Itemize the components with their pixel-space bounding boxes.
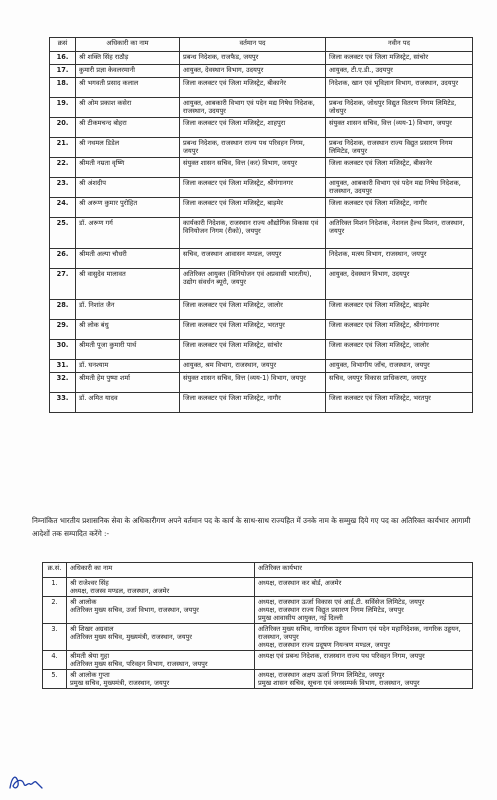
header-serial-2: क्र.सं. [43, 563, 67, 578]
current-post-cell: जिला कलक्टर एवं जिला मजिस्ट्रेट, श्रीगंगानगर [180, 178, 326, 198]
officer-name-cell: श्री लोक बंधु [76, 320, 180, 340]
current-post-cell: संयुक्त शासन सचिव, वित्त (कर) विभाग, जयपुर [180, 158, 326, 178]
serial-cell: 32. [50, 373, 76, 393]
officer-name: श्री शिखर अग्रवाल [70, 625, 114, 633]
additional-charge-cell [255, 670, 473, 689]
header-serial: क्रसं [50, 38, 76, 52]
table-row [50, 198, 473, 218]
serial-cell: 22. [50, 158, 76, 178]
officer-name-cell: श्री शक्ति सिंह राठौड़ [76, 52, 180, 65]
new-post-cell: आयुक्त, देवस्थान विभाग, उदयपुर [326, 269, 473, 300]
new-post-cell: प्रबन्ध निदेशक, जोधपुर विद्युत वितरण निगम लिमिटेड, जोधपुर [326, 98, 473, 118]
additional-charge-item: अध्यक्ष एवं प्रबन्ध निदेशक, राजस्थान राज्य पथ परिवहन निगम, जयपुर [258, 652, 425, 660]
table-row [50, 118, 473, 138]
officer-cell [67, 597, 255, 624]
officer-name: श्रीमती श्रेया गुहा [70, 652, 110, 660]
table-row [50, 158, 473, 178]
officer-name-cell: श्री ओम प्रकाश कसेरा [76, 98, 180, 118]
serial-cell: 18. [50, 78, 76, 98]
new-post-cell: जिला कलक्टर एवं जिला मजिस्ट्रेट, बीकानेर [326, 158, 473, 178]
current-post-cell: जिला कलक्टर एवं जिला मजिस्ट्रेट, शाहपुरा [180, 118, 326, 138]
officer-designation: अतिरिक्त मुख्य सचिव, परिवहन विभाग, राजस्थान, जयपुर [70, 660, 208, 668]
new-post-cell: जिला कलक्टर एवं जिला मजिस्ट्रेट, सांचोर [326, 52, 473, 65]
additional-charge-item: प्रमुख आवासीय आयुक्त, नई दिल्ली [258, 614, 343, 622]
officer-name-cell: श्री भगवती प्रसाद कलाल [76, 78, 180, 98]
officer-name-cell: श्री अरूण कुमार पुरोहित [76, 198, 180, 218]
officer-designation: अतिरिक्त मुख्य सचिव, उर्जा विभाग, राजस्थान, जयपुर [70, 606, 199, 614]
new-post-cell: आयुक्त, विभागीय जाँच, राजस्थान, जयपुर [326, 360, 473, 373]
table-row [50, 373, 473, 393]
table-row [50, 178, 473, 198]
table-row [43, 597, 473, 624]
additional-charge-item: प्रमुख शासन सचिव, सूचना एवं जनसम्पर्क विभाग, राजस्थान, जयपुर [258, 679, 420, 687]
new-post-cell: जिला कलक्टर एवं जिला मजिस्ट्रेट, जालोर [326, 340, 473, 360]
table-row [43, 651, 473, 670]
new-post-cell: निदेशक, मत्स्य विभाग, राजस्थान, जयपुर [326, 249, 473, 269]
new-post-cell: जिला कलक्टर एवं जिला मजिस्ट्रेट, नागौर [326, 198, 473, 218]
officer-cell [67, 624, 255, 651]
current-post-cell: आयुक्त, श्रम विभाग, राजस्थान, जयपुर [180, 360, 326, 373]
serial-cell: 20. [50, 118, 76, 138]
officer-designation: अतिरिक्त मुख्य सचिव, मुख्यमंत्री, राजस्थान, जयपुर [70, 633, 192, 641]
transfer-table [49, 37, 473, 413]
serial-cell: 17. [50, 65, 76, 78]
new-post-cell: प्रबन्ध निदेशक, राजस्थान राज्य विद्युत प्रसारण निगम लिमिटेड, जयपुर [326, 138, 473, 158]
serial-cell: 3. [43, 624, 67, 651]
officer-designation: प्रमुख सचिव, मुख्यमंत्री, राजस्थान, जयपुर [70, 679, 170, 687]
serial-cell: 28. [50, 300, 76, 320]
serial-cell: 4. [43, 651, 67, 670]
current-post-cell: कार्यकारी निदेशक, राजस्थान राज्य औद्योगिक विकास एवं विनियोजन निगम (रीको), जयपुर [180, 218, 326, 249]
officer-name-cell: श्रीमती हेम पुष्पा शर्मा [76, 373, 180, 393]
current-post-cell: जिला कलक्टर एवं जिला मजिस्ट्रेट, जालोर [180, 300, 326, 320]
serial-cell: 24. [50, 198, 76, 218]
current-post-cell: जिला कलक्टर एवं जिला मजिस्ट्रेट, सांचोर [180, 340, 326, 360]
officer-cell [67, 651, 255, 670]
new-post-cell: जिला कलक्टर एवं जिला मजिस्ट्रेट, भरतपुर [326, 393, 473, 413]
officer-name-cell: डॉ. निशांत जैन [76, 300, 180, 320]
officer-name-cell: श्री टीकमचन्द बोहरा [76, 118, 180, 138]
table-row [50, 320, 473, 340]
additional-charge-cell [255, 578, 473, 597]
new-post-cell: आयुक्त, आबकारी विभाग एवं पदेन मद्य निषेध निदेशक, राजस्थान, उदयपुर [326, 178, 473, 198]
serial-cell: 25. [50, 218, 76, 249]
new-post-cell: सचिव, जयपुर विकास प्राधिकरण, जयपुर [326, 373, 473, 393]
officer-name-cell: डॉ. अमित यादव [76, 393, 180, 413]
officer-cell [67, 578, 255, 597]
table-row [50, 138, 473, 158]
header-officer-name: अधिकारी का नाम [76, 38, 180, 52]
additional-charge-item: अध्यक्ष, राजस्थान अक्षय ऊर्जा निगम लिमिटेड, जयपुर [258, 671, 385, 679]
serial-cell: 2. [43, 597, 67, 624]
header-officer-name-2: अधिकारी का नाम [67, 563, 255, 578]
officer-name-cell: डॉ. अरूण गर्ग [76, 218, 180, 249]
table-row [43, 670, 473, 689]
current-post-cell: संयुक्त शासन सचिव, वित्त (व्यय-1) विभाग, जयपुर [180, 373, 326, 393]
table-row [50, 300, 473, 320]
additional-charge-item: अध्यक्ष, राजस्थान ऊर्जा विकास एवं आई.टी. सर्विसेज लिमिटेड, जयपुर [258, 598, 425, 606]
table-row [50, 218, 473, 249]
table-row [50, 52, 473, 65]
officer-name-cell: श्री अंशदीप [76, 178, 180, 198]
current-post-cell: जिला कलक्टर एवं जिला मजिस्ट्रेट, बाड़मेर [180, 198, 326, 218]
officer-name: श्री आलोक [70, 598, 97, 606]
additional-charge-cell [255, 597, 473, 624]
header-additional-charge: अतिरिक्त कार्यभार [255, 563, 473, 578]
serial-cell: 31. [50, 360, 76, 373]
new-post-cell: संयुक्त शासन सचिव, वित्त (व्यय-1) विभाग, जयपुर [326, 118, 473, 138]
new-post-cell: जिला कलक्टर एवं जिला मजिस्ट्रेट, श्रीगंगानगर [326, 320, 473, 340]
current-post-cell: सचिव, राजस्थान आवासन मण्डल, जयपुर [180, 249, 326, 269]
serial-cell: 26. [50, 249, 76, 269]
officer-designation: अध्यक्ष, राजस्व मण्डल, राजस्थान, अजमेर [70, 587, 170, 595]
officer-name: श्री राजेश्वर सिंह [70, 579, 109, 587]
serial-cell: 19. [50, 98, 76, 118]
officer-name-cell: कुमारी प्रज्ञा केवलरमानी [76, 65, 180, 78]
additional-charge-item: अध्यक्ष, राजस्थान कर बोर्ड, अजमेर [258, 579, 342, 587]
current-post-cell: आयुक्त, देवस्थान विभाग, उदयपुर [180, 65, 326, 78]
new-post-cell: निदेशक, खान एवं भूविज्ञान विभाग, राजस्थान, उदयपुर [326, 78, 473, 98]
table-row [50, 340, 473, 360]
signature-mark [6, 770, 46, 794]
new-post-cell: जिला कलक्टर एवं जिला मजिस्ट्रेट, बाड़मेर [326, 300, 473, 320]
additional-charge-cell [255, 624, 473, 651]
additional-charge-item: अध्यक्ष, राजस्थान राज्य प्रदूषण नियन्त्रण मण्डल, जयपुर [258, 641, 390, 649]
table-row [50, 249, 473, 269]
serial-cell: 27. [50, 269, 76, 300]
officer-name-cell: श्रीमती अल्पा चौधरी [76, 249, 180, 269]
additional-charge-cell [255, 651, 473, 670]
serial-cell: 16. [50, 52, 76, 65]
serial-cell: 33. [50, 393, 76, 413]
table-row [50, 78, 473, 98]
serial-cell: 5. [43, 670, 67, 689]
officer-name-cell: डॉ. घनश्याम [76, 360, 180, 373]
additional-charge-item: अध्यक्ष, राजस्थान राज्य विद्युत प्रसारण निगम लिमिटेड, जयपुर [258, 606, 404, 614]
current-post-cell: जिला कलक्टर एवं जिला मजिस्ट्रेट, बीकानेर [180, 78, 326, 98]
serial-cell: 29. [50, 320, 76, 340]
new-post-cell: आयुक्त, टी.ए.डी., उदयपुर [326, 65, 473, 78]
new-post-cell: अतिरिक्त मिशन निदेशक, नेशनल हैल्थ मिशन, राजस्थान, जयपुर [326, 218, 473, 249]
table-row [43, 578, 473, 597]
header-current-post: वर्तमान पद [180, 38, 326, 52]
officer-name-cell: श्रीमती नम्रता वृष्णि [76, 158, 180, 178]
table-row [50, 393, 473, 413]
table-row [43, 624, 473, 651]
officer-name-cell: श्री वासुदेव मालावत [76, 269, 180, 300]
current-post-cell: अतिरिक्त आयुक्त (विनियोजन एवं अप्रवासी भारतीय), उद्योग संवर्धन ब्यूरो, जयपुर [180, 269, 326, 300]
table-row [50, 269, 473, 300]
current-post-cell: जिला कलक्टर एवं जिला मजिस्ट्रेट, नागौर [180, 393, 326, 413]
table-row [50, 98, 473, 118]
current-post-cell: प्रबन्ध निदेशक, राजस्थान राज्य पथ परिवहन निगम, जयपुर [180, 138, 326, 158]
serial-cell: 30. [50, 340, 76, 360]
current-post-cell: आयुक्त, आबकारी विभाग एवं पदेन मद्य निषेध निदेशक, राजस्थान, उदयपुर [180, 98, 326, 118]
additional-charge-item: अतिरिक्त मुख्य सचिव, नागरिक उड्डयन विभाग एवं पदेन महानिदेशक, नागरिक उड्डयन, राजस्थान, जयपुर [258, 625, 461, 641]
serial-cell: 21. [50, 138, 76, 158]
header-new-post: नवीन पद [326, 38, 473, 52]
additional-charge-table [42, 562, 473, 689]
current-post-cell: प्रबन्ध निदेशक, राजफैड, जयपुर [180, 52, 326, 65]
serial-cell: 1. [43, 578, 67, 597]
serial-cell: 23. [50, 178, 76, 198]
officer-cell [67, 670, 255, 689]
table-row [50, 65, 473, 78]
current-post-cell: जिला कलक्टर एवं जिला मजिस्ट्रेट, भरतपुर [180, 320, 326, 340]
officer-name-cell: श्रीमती पूजा कुमारी पार्थ [76, 340, 180, 360]
officer-name: श्री आलोक गुप्ता [70, 671, 110, 679]
additional-charge-paragraph: निम्नांकित भारतीय प्रशासनिक सेवा के अधिकारीगण अपने वर्तमान पद के कार्य के साथ-साथ राज्यहित में उनके नाम के सम्मुख दिये गए पद का अतिरिक्त कार्यभार आगामी आदेशों तक सम्पादित करेंगे :- [32, 516, 471, 538]
officer-name-cell: श्री नथमल डिडेल [76, 138, 180, 158]
table-row [50, 360, 473, 373]
